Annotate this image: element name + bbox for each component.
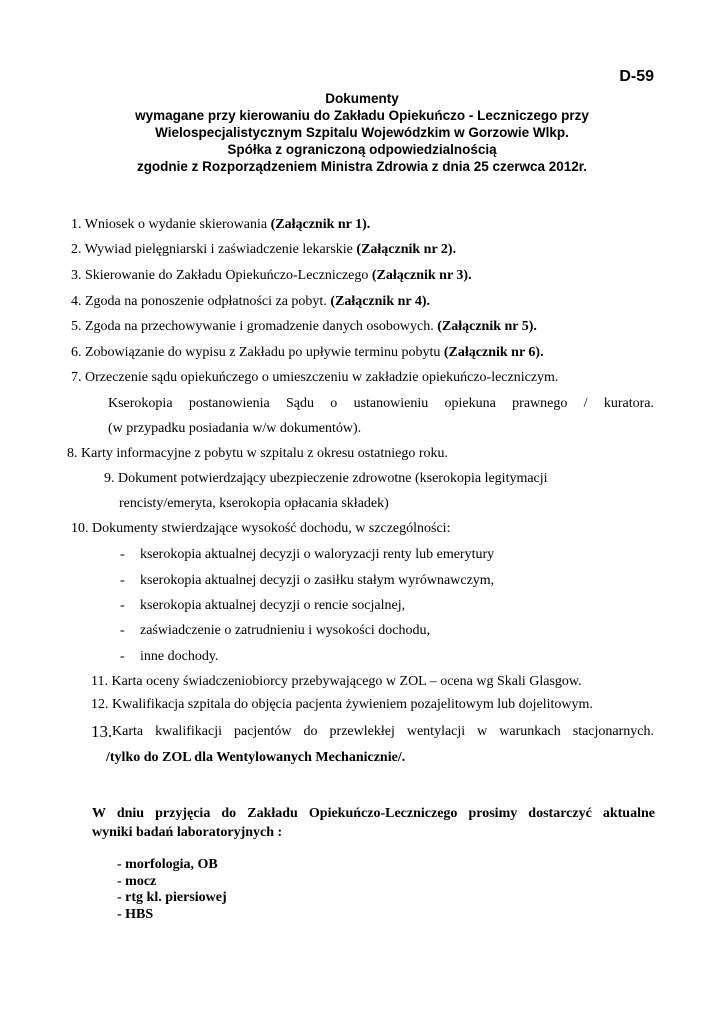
bullet-item: - inne dochody. [120, 649, 219, 664]
list-item: 6. Zobowiązanie do wypisu z Zakładu po upływie terminu pobytu (Załącznik nr 6). [71, 345, 544, 360]
list-item-note: /tylko do ZOL dla Wentylowanych Mechanicznie/. [106, 750, 406, 765]
list-item-number: 13. [91, 722, 113, 741]
list-item: 12. Kwalifikacja szpitala do objęcia pacjenta żywieniem pozajelitowym lub dojelitowym. [91, 697, 593, 712]
header-line: Spółka z ograniczoną odpowiedzialnością [227, 142, 497, 157]
list-item: 8. Karty informacyjne z pobytu w szpitalu z okresu ostatniego roku. [67, 446, 449, 461]
list-item: 10. Dokumenty stwierdzające wysokość dochodu, w szczególności: [71, 521, 451, 536]
header-title: Dokumenty [325, 91, 399, 106]
list-item: 11. Karta oceny świadczeniobiorcy przebywającego w ZOL – ocena wg Skali Glasgow. [91, 674, 582, 689]
list-item-detail: Kserokopia postanowienia Sądu o ustanowieniu opiekuna prawnego / kuratora. [108, 396, 654, 411]
document-code: D-59 [619, 68, 654, 85]
header-line: Wielospecjalistycznym Szpitalu Wojewódzkim w Gorzowie Wlkp. [155, 125, 569, 140]
list-item: 9. Dokument potwierdzający ubezpieczenie zdrowotne (kserokopia legitymacji [104, 471, 548, 486]
bullet-item: - kserokopia aktualnej decyzji o zasiłku stałym wyrównawczym, [120, 573, 495, 588]
header-line: zgodnie z Rozporządzeniem Ministra Zdrowia z dnia 25 czerwca 2012r. [136, 159, 588, 174]
lab-tests-list [117, 857, 227, 923]
document-header [0, 90, 724, 175]
lab-test-item: - rtg kl. piersiowej [117, 890, 227, 905]
list-item: Karta kwalifikacji pacjentów do przewlekłej wentylacji w warunkach stacjonarnych. [112, 724, 654, 739]
bullet-item: - kserokopia aktualnej decyzji o rencie socjalnej, [120, 598, 406, 613]
list-item: 1. Wniosek o wydanie skierowania (Załącznik nr 1). [71, 217, 371, 232]
list-item: 3. Skierowanie do Zakładu Opiekuńczo-Leczniczego (Załącznik nr 3). [71, 268, 472, 283]
list-item: 4. Zgoda na ponoszenie odpłatności za pobyt. (Załącznik nr 4). [71, 294, 431, 309]
header-line: wymagane przy kierowaniu do Zakładu Opiekuńczo - Leczniczego przy [135, 108, 589, 123]
lab-test-item: - mocz [117, 873, 157, 889]
list-item: 7. Orzeczenie sądu opiekuńczego o umieszczeniu w zakładzie opiekuńczo-leczniczym. [71, 370, 559, 385]
list-item: 2. Wywiad pielęgniarski i zaświadczenie lekarskie (Załącznik nr 2). [71, 242, 457, 257]
lab-test-item: - HBS [117, 906, 154, 922]
bullet-item: - kserokopia aktualnej decyzji o waloryzacji renty lub emerytury [120, 547, 495, 562]
list-item-detail: rencisty/emeryta, kserokopia opłacania składek) [119, 496, 389, 511]
list-item-detail: (w przypadku posiadania w/w dokumentów). [108, 421, 362, 436]
lab-tests-note: W dniu przyjęcia do Zakładu Opiekuńczo-Leczniczego prosimy dostarczyć aktualne wyniki badań laboratoryjnych : [92, 806, 655, 840]
list-item: 5. Zgoda na przechowywanie i gromadzenie danych osobowych. (Załącznik nr 5). [71, 319, 537, 334]
lab-test-item: - morfologia, OB [117, 857, 218, 872]
bullet-item: - zaświadczenie o zatrudnieniu i wysokości dochodu, [120, 623, 431, 638]
